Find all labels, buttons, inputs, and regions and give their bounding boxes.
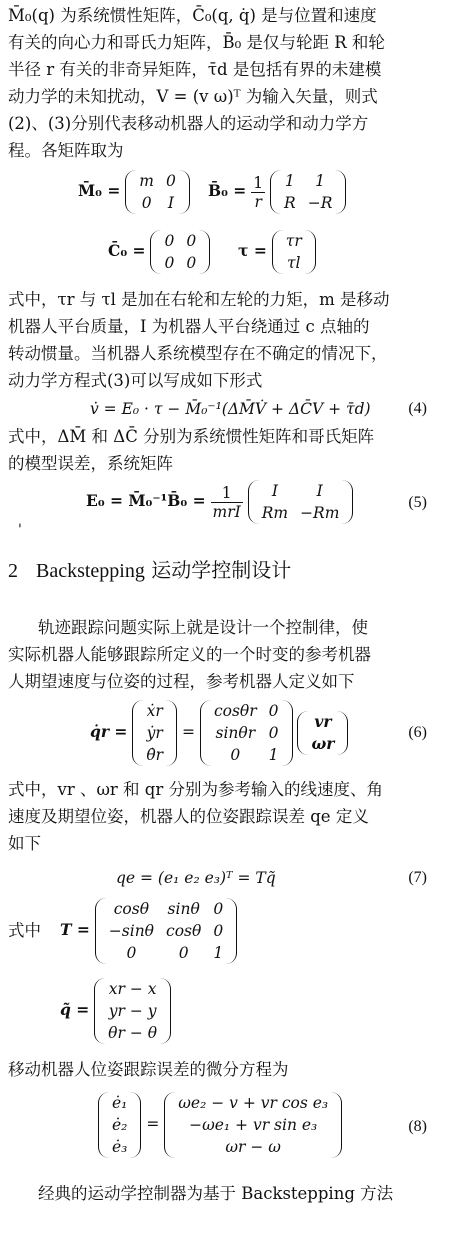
equation-6-lhs: q̇r =: [90, 722, 128, 741]
text-line: 动力学的未知扰动，V = (v ω)ᵀ 为输入矢量，则式: [8, 87, 378, 106]
q-tilde-vector: xr − x yr − y θr − θ: [94, 978, 171, 1044]
equation-5: [0, 478, 455, 528]
equation-5-number: (5): [408, 494, 427, 511]
equation-4-body: v̇ = E₀ · τ − M̄₀⁻¹(ΔM̄V̇ + ΔC̄V + τ̄d): [90, 400, 371, 418]
text-line: 实际机器人能够跟踪所定义的一个时变的参考机器: [8, 645, 371, 664]
equation-7-number: (7): [408, 869, 427, 886]
equation-8-lhs: ė₁ ė₂ ė₃: [98, 1092, 141, 1158]
stray-mark: ': [18, 522, 22, 538]
equation-8-rhs: ωe₂ − v + vr cos e₃ −ωe₁ + vr sin e₃ ωr − ω: [164, 1092, 342, 1158]
b0-matrix: 1 1 R −R: [270, 170, 346, 214]
q-tilde-label: q̃ =: [60, 1000, 90, 1019]
text-line: 式中，τr 与 τl 是加在右轮和左轮的力矩，m 是移动: [8, 290, 390, 309]
c0-matrix: 0 0 0 0: [150, 230, 210, 274]
section-title-en: Backstepping: [36, 560, 145, 582]
equation-7-body: qe = (e₁ e₂ e₃)ᵀ = Tq̃: [116, 869, 276, 887]
equation-5-coefficient: $\frac{1}{\text{mrI}}$: [212, 483, 241, 521]
equation-5-matrix: I I Rm −Rm: [248, 480, 354, 524]
tau-vector: τr τl: [272, 230, 316, 274]
text-line: 移动机器人位姿跟踪误差的微分方程为: [8, 1060, 289, 1079]
matrix-definitions-row-2: [0, 228, 455, 278]
c0-label: C̄₀ =: [108, 241, 146, 260]
equation-5-lhs: E₀ = M̄₀⁻¹B̄₀ =: [86, 491, 206, 510]
matrix-definitions-row-1: [0, 168, 455, 218]
text-line: 经典的运动学控制器为基于 Backstepping 方法: [38, 1184, 394, 1203]
text-line: 轨迹跟踪问题实际上就是设计一个控制律，使: [38, 618, 368, 637]
t-matrix-prefix: 式中: [8, 921, 41, 940]
text-line: 式中，vr 、ωr 和 qr 分别为参考输入的线速度、角: [8, 780, 383, 799]
t-matrix: cosθ sinθ 0 −sinθ cosθ 0 0 0 1: [95, 898, 237, 964]
text-line: 的模型误差，系统矩阵: [8, 454, 173, 473]
equation-4-number: (4): [408, 400, 427, 417]
section-number: 2: [8, 560, 18, 582]
equation-4: [0, 397, 455, 421]
b0-coefficient: $\frac{1}{r}$: [253, 173, 264, 211]
tau-label: τ =: [238, 241, 267, 260]
text-line: 机器人平台质量，I 为机器人平台绕通过 c 点轴的: [8, 317, 370, 336]
equation-8-number: (8): [408, 1118, 427, 1135]
text-line: 半径 r 有关的非奇异矩阵，τ̄d 是包括有界的未建模: [8, 60, 382, 79]
equation-6-velocity-vector: ẋr ẏr θ̇r: [132, 700, 177, 766]
text-line: M̄₀(q) 为系统惯性矩阵，C̄₀(q, q̇) 是与位置和速度: [8, 6, 377, 25]
equation-6-number: (6): [408, 724, 427, 741]
equation-6: q̇r = ẋr ẏr θ̇r = cosθr 0 sinθr 0 0 1 vr ωr (6): [90, 702, 427, 764]
text-line: 程。各矩阵取为: [8, 141, 124, 160]
b0-label: B̄₀ =: [208, 181, 247, 200]
equation-7: [0, 866, 455, 890]
t-matrix-definition: [0, 896, 455, 968]
text-line: 式中，ΔM̄ 和 ΔC̄ 分别为系统惯性矩阵和哥氏矩阵: [8, 427, 375, 446]
equation-6-input-vector: vr ωr: [297, 711, 348, 755]
text-line: 转动惯量。当机器人系统模型存在不确定的情况下，: [8, 344, 388, 363]
equation-8: ė₁ ė₂ ė₃ = ωe₂ − v + vr cos e₃ −ωe₁ + vr sin e₃ ωr − ω (8): [0, 1090, 455, 1166]
text-line: 人期望速度与位姿的过程，参考机器人定义如下: [8, 672, 355, 691]
section-title-zh: 运动学控制设计: [151, 558, 292, 582]
q-tilde-definition: [0, 976, 455, 1048]
m0-matrix: m 0 0 I: [125, 170, 190, 214]
section-heading: [8, 556, 448, 585]
equation-6-jacobian: cosθr 0 sinθr 0 0 1: [200, 700, 293, 766]
text-line: 动力学方程式(3)可以写成如下形式: [8, 371, 263, 390]
text-line: 速度及期望位姿，机器人的位姿跟踪误差 qe 定义: [8, 807, 369, 826]
text-line: 如下: [8, 834, 41, 853]
m0-label: M̄₀ =: [78, 181, 121, 200]
text-line: (2)、(3)分别代表移动机器人的运动学和动力学方: [8, 114, 369, 133]
t-matrix-label: T =: [59, 920, 90, 939]
text-line: 有关的向心力和哥氏力矩阵，B̄₀ 是仅与轮距 R 和轮: [8, 33, 385, 52]
